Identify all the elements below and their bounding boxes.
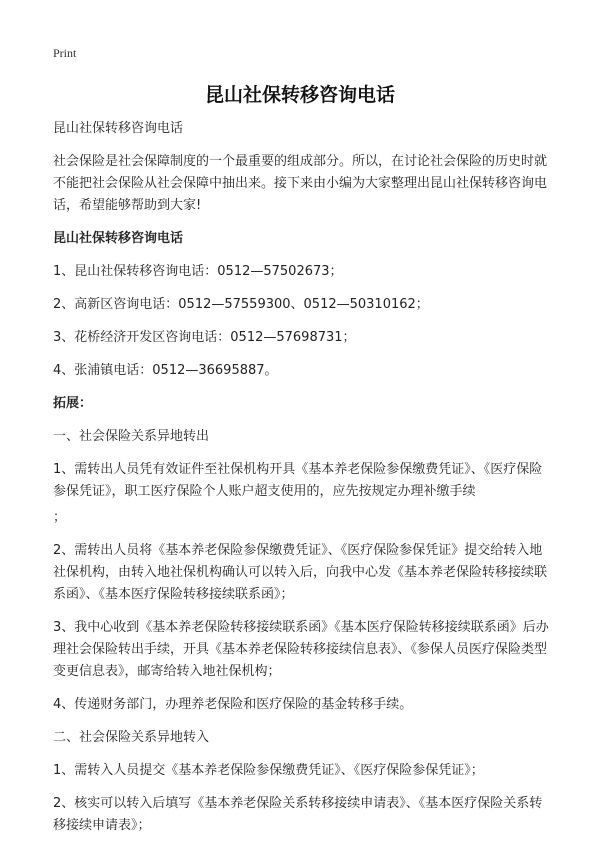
transfer-in-heading: 二、社会保险关系异地转入	[53, 730, 210, 745]
transfer-out-item: 2、需转出人员将《基本养老保险参保缴费凭证》、《医疗保险参保凭证》提交给转入地社保机构，由转入地社保机构确认可以转入后，向我中心发《基本养老保险转移接续联系函》、《基本医疗保险转移接续联系函》；	[53, 543, 548, 602]
transfer-out-item: 1、需转出人员凭有效证件至社保机构开具《基本养老保险参保缴费凭证》、《医疗保险参保凭证》，职工医疗保险个人账户超支使用的，应先按规定办理补缴手续	[53, 462, 543, 499]
phone-item: 2、高新区咨询电话：0512—57559300、0512—50310162；	[53, 297, 429, 312]
transfer-out-heading: 一、社会保险关系异地转出	[53, 429, 210, 444]
article-subtitle: 昆山社保转移咨询电话	[53, 121, 184, 136]
transfer-in-item: 1、需转入人员提交《基本养老保险参保缴费凭证》、《医疗保险参保凭证》；	[53, 763, 484, 778]
phone-item: 1、昆山社保转移咨询电话：0512—57502673；	[53, 264, 343, 279]
page-title: 昆山社保转移咨询电话	[204, 84, 395, 106]
transfer-out-item: 4、传递财务部门，办理养老保险和医疗保险的基金转移手续。	[53, 697, 413, 712]
phone-item: 3、花桥经济开发区咨询电话：0512—57698731；	[53, 330, 356, 345]
intro-paragraph: 社会保险是社会保障制度的一个最重要的组成部分。所以，在讨论社会保险的历史时就不能把社会保险从社会保障中抽出来。接下来由小编为大家整理出昆山社保转移咨询电话，希望能够帮助到大家!	[53, 154, 548, 213]
transfer-in-item: 2、核实可以转入后填写《基本养老保险关系转移接续申请表》、《基本医疗保险关系转移接续申请表》；	[53, 796, 543, 833]
section-heading: 昆山社保转移咨询电话	[53, 231, 184, 246]
article-body	[53, 118, 553, 848]
extension-heading: 拓展：	[53, 396, 93, 411]
phone-item: 4、张浦镇电话：0512—36695887。	[53, 363, 278, 378]
print-link[interactable]: Print	[53, 46, 77, 60]
transfer-out-item: 3、我中心收到《基本养老保险转移接续联系函》《基本医疗保险转移接续联系函》后办理社会保险转出手续，开具《基本养老保险转移接续信息表》、《参保人员医疗保险类型变更信息表》，邮寄给转入地社保机构；	[53, 620, 549, 679]
transfer-out-item-end: ；	[53, 510, 67, 525]
